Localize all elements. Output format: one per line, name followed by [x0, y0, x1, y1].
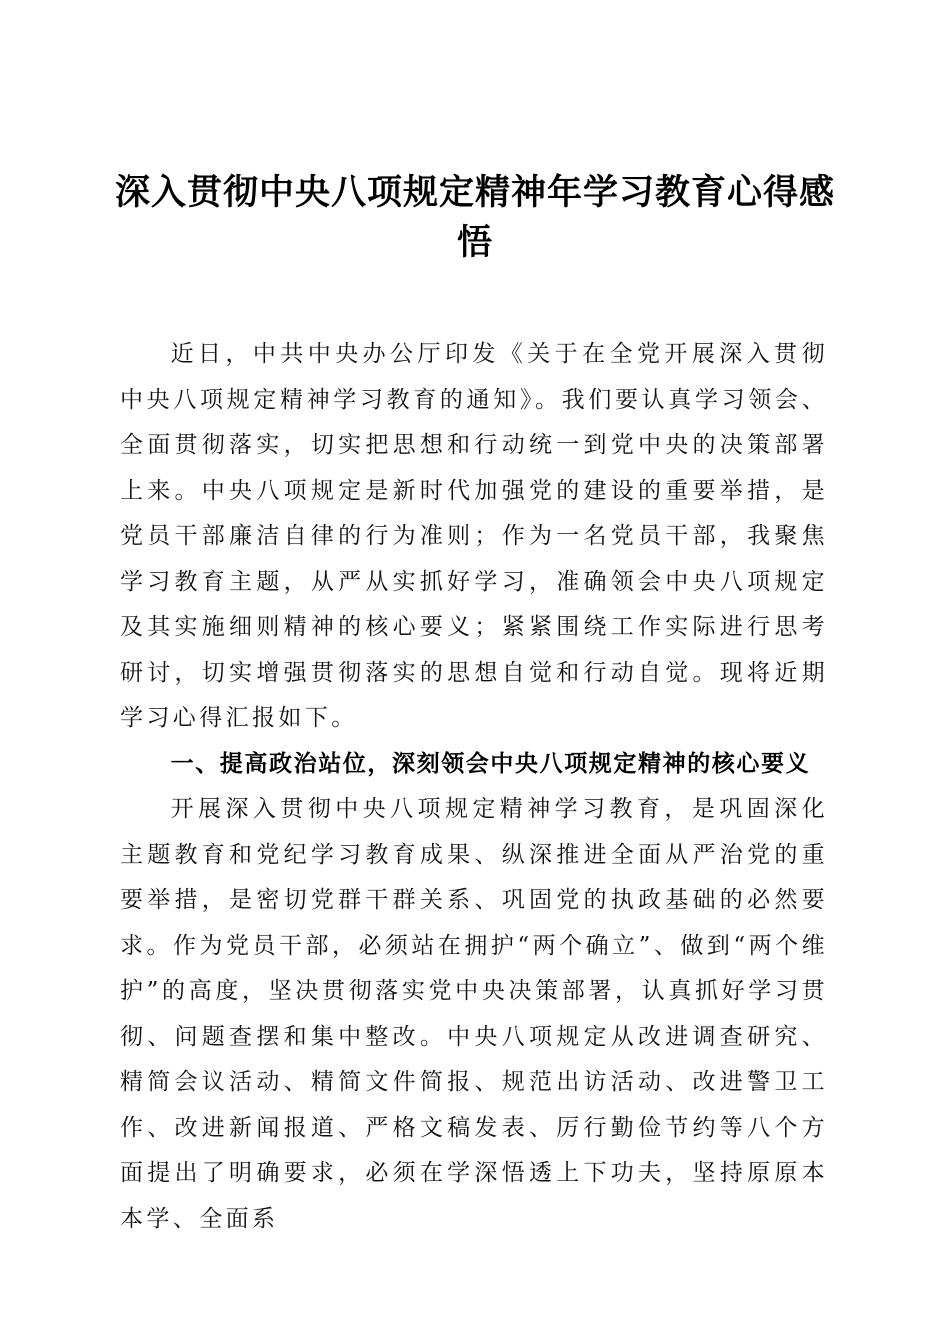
intro-paragraph: 近日，中共中央办公厅印发《关于在全党开展深入贯彻中央八项规定精神学习教育的通知》。我们要认真学习领会、全面贯彻落实，切实把思想和行动统一到党中央的决策部署上来。中央八项规定是新时代加强党的建设的重要举措，是党员干部廉洁自律的行为准则；作为一名党员干部，我聚焦学习教育主题，从严从实抓好学习，准确领会中央八项规定及其实施细则精神的核心要义；紧紧围绕工作实际进行思考研讨，切实增强贯彻落实的思想自觉和行动自觉。现将近期学习心得汇报如下。	[120, 341, 828, 731]
document-body	[120, 332, 828, 1242]
document-title: 深入贯彻中央八项规定精神年学习教育心得感悟	[114, 172, 835, 263]
section-heading-1: 一、提高政治站位，深刻领会中央八项规定精神的核心要义	[170, 750, 811, 777]
section-1-paragraph: 开展深入贯彻中央八项规定精神学习教育，是巩固深化主题教育和党纪学习教育成果、纵深推进全面从严治党的重要举措，是密切党群干群关系、巩固党的执政基础的必然要求。作为党员干部，必须站在拥护“两个确立”、做到“两个维护”的高度，坚决贯彻落实党中央决策部署，认真抓好学习贯彻、问题查摆和集中整改。中央八项规定从改进调查研究、精简会议活动、精简文件简报、规范出访活动、改进警卫工作、改进新闻报道、严格文稿发表、厉行勤俭节约等八个方面提出了明确要求，必须在学深悟透上下功夫，坚持原原本本学、全面系	[120, 796, 828, 1232]
